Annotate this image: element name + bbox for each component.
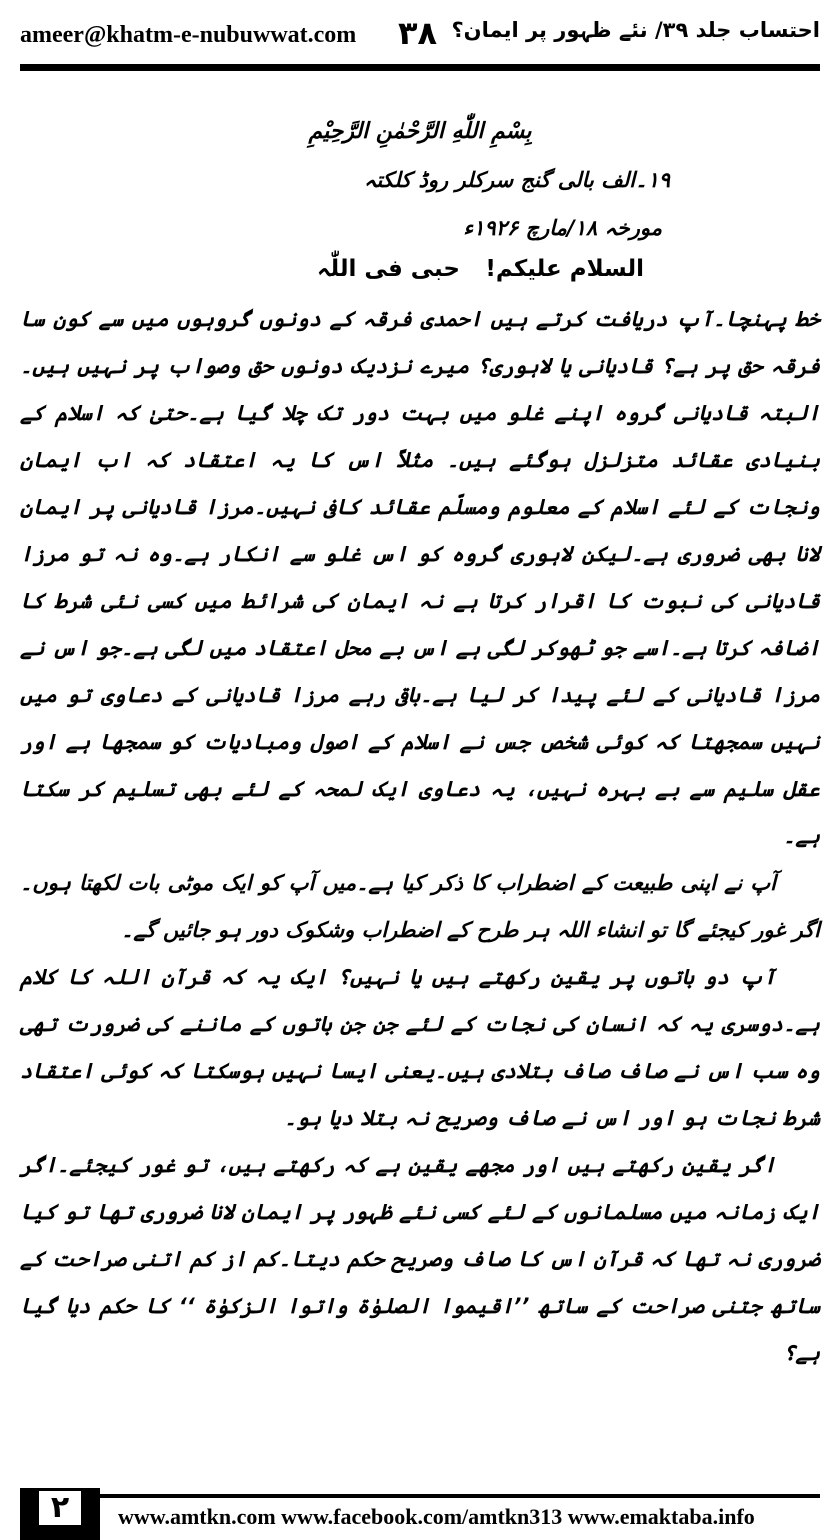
greeting-hubbi: حبی فی اللّٰہ — [317, 256, 460, 282]
paragraph: خط پہنچا۔آپ دریافت کرتے ہیں احمدی فرقہ کے دونوں گروہوں میں سے کون سا فرقہ حق پر ہے؟ قادیانی یا لاہوری؟ میرے نزدیک دونوں حق وصواب پر نہیں ہیں۔البتہ قادیانی گروہ اپنے غلو میں بہت دور تک چلا گیا ہے۔حتیٰ کہ اسلام کے بنیادی عقائد متزلزل ہوگئے ہیں۔ مثلاً اس کا یہ اعتقاد کہ اب ایمان ونجات کے لئے اسلام کے معلوم ومسلّم عقائد کافی نہیں۔مرزا قادیانی پر ایمان لانا بھی ضروری ہے۔لیکن لاہوری گروہ کو اس غلو سے انکار ہے۔وہ نہ تو مرزا قادیانی کی نبوت کا اقرار کرتا ہے نہ ایمان کی شرائط میں کسی نئی شرط کا اضافہ کرتا ہے۔اسے جو ٹھوکر لگی ہے اس بے محل اعتقاد میں لگی ہے۔جو اس نے مرزا قادیانی کے لئے پیدا کر لیا ہے۔باقی رہے مرزا قادیانی کے دعاوی تو میں نہیں سمجھتا کہ کوئی شخص جس نے اسلام کے اصول ومبادیات کو سمجھا ہے اور عقل سلیم سے بے بہرہ نہیں، یہ دعاوی ایک لمحہ کے لئے بھی تسلیم کر سکتا ہے۔ — [20, 307, 820, 848]
paragraph: آپ دو باتوں پر یقین رکھتے ہیں یا نہیں؟ ایک یہ کہ قرآن اللہ کا کلام ہے۔دوسری یہ کہ انسان کی نجات کے لئے جن جن باتوں کے ماننے کی ضرورت تھی وہ سب اس نے صاف صاف بتلادی ہیں۔یعنی ایسا نہیں ہوسکتا کہ کوئی اعتقاد شرط نجات ہو اور اس نے صاف وصریح نہ بتلا دیا ہو۔ — [20, 965, 820, 1130]
footer-links[interactable]: www.amtkn.com www.facebook.com/amtkn313 www.emaktaba.info — [118, 1504, 755, 1529]
page-header — [20, 14, 820, 58]
paragraph: آپ نے اپنی طبیعت کے اضطراب کا ذکر کیا ہے۔میں آپ کو ایک موٹی بات لکھتا ہوں۔اگر غور کیجئے گا تو انشاء اللہ ہر طرح کے اضطراب وشکوک دور ہو جائیں گے۔ — [20, 871, 820, 942]
bismillah: بِسْمِ اللّٰهِ الرَّحْمٰنِ الرَّحِيْمِ — [308, 119, 532, 144]
footer-page-number: ۲ — [39, 1491, 81, 1525]
paragraph: اگر یقین رکھتے ہیں اور مجھے یقین ہے کہ رکھتے ہیں، تو غور کیجئے۔اگر ایک زمانہ میں مسلمانوں کے لئے کسی نئے ظہور پر ایمان لانا ضروری تھا تو کیا ضروری نہ تھا کہ قرآن اس کا صاف وصریح حکم دیتا۔کم از کم اتنی صراحت کے ساتھ جتنی صراحت کے ساتھ ’’اقیموا الصلوٰۃ واتوا الزکوٰۃ ‘‘ کا حکم دیا گیا ہے؟ — [20, 1153, 820, 1365]
letter-date: مورخہ ۱۸/مارچ ۱۹۲۶ء — [463, 216, 662, 240]
header-rule — [20, 64, 820, 71]
header-email: ameer@khatm-e-nubuwwat.com — [20, 22, 357, 48]
letter-body — [20, 108, 820, 1377]
greeting — [20, 252, 820, 296]
greeting-salam: السلام علیکم! — [485, 256, 644, 282]
header-page-number: ۳۸ — [398, 14, 438, 52]
footer-page-number-wrap — [20, 1490, 100, 1525]
header-running-title: احتساب جلد ۳۹/ نئے ظہور پر ایمان؟ — [451, 18, 820, 42]
footer-rule — [100, 1494, 820, 1498]
sender-address: ۱۹۔الف بالی گنج سرکلر روڈ کلکتہ — [364, 168, 670, 192]
